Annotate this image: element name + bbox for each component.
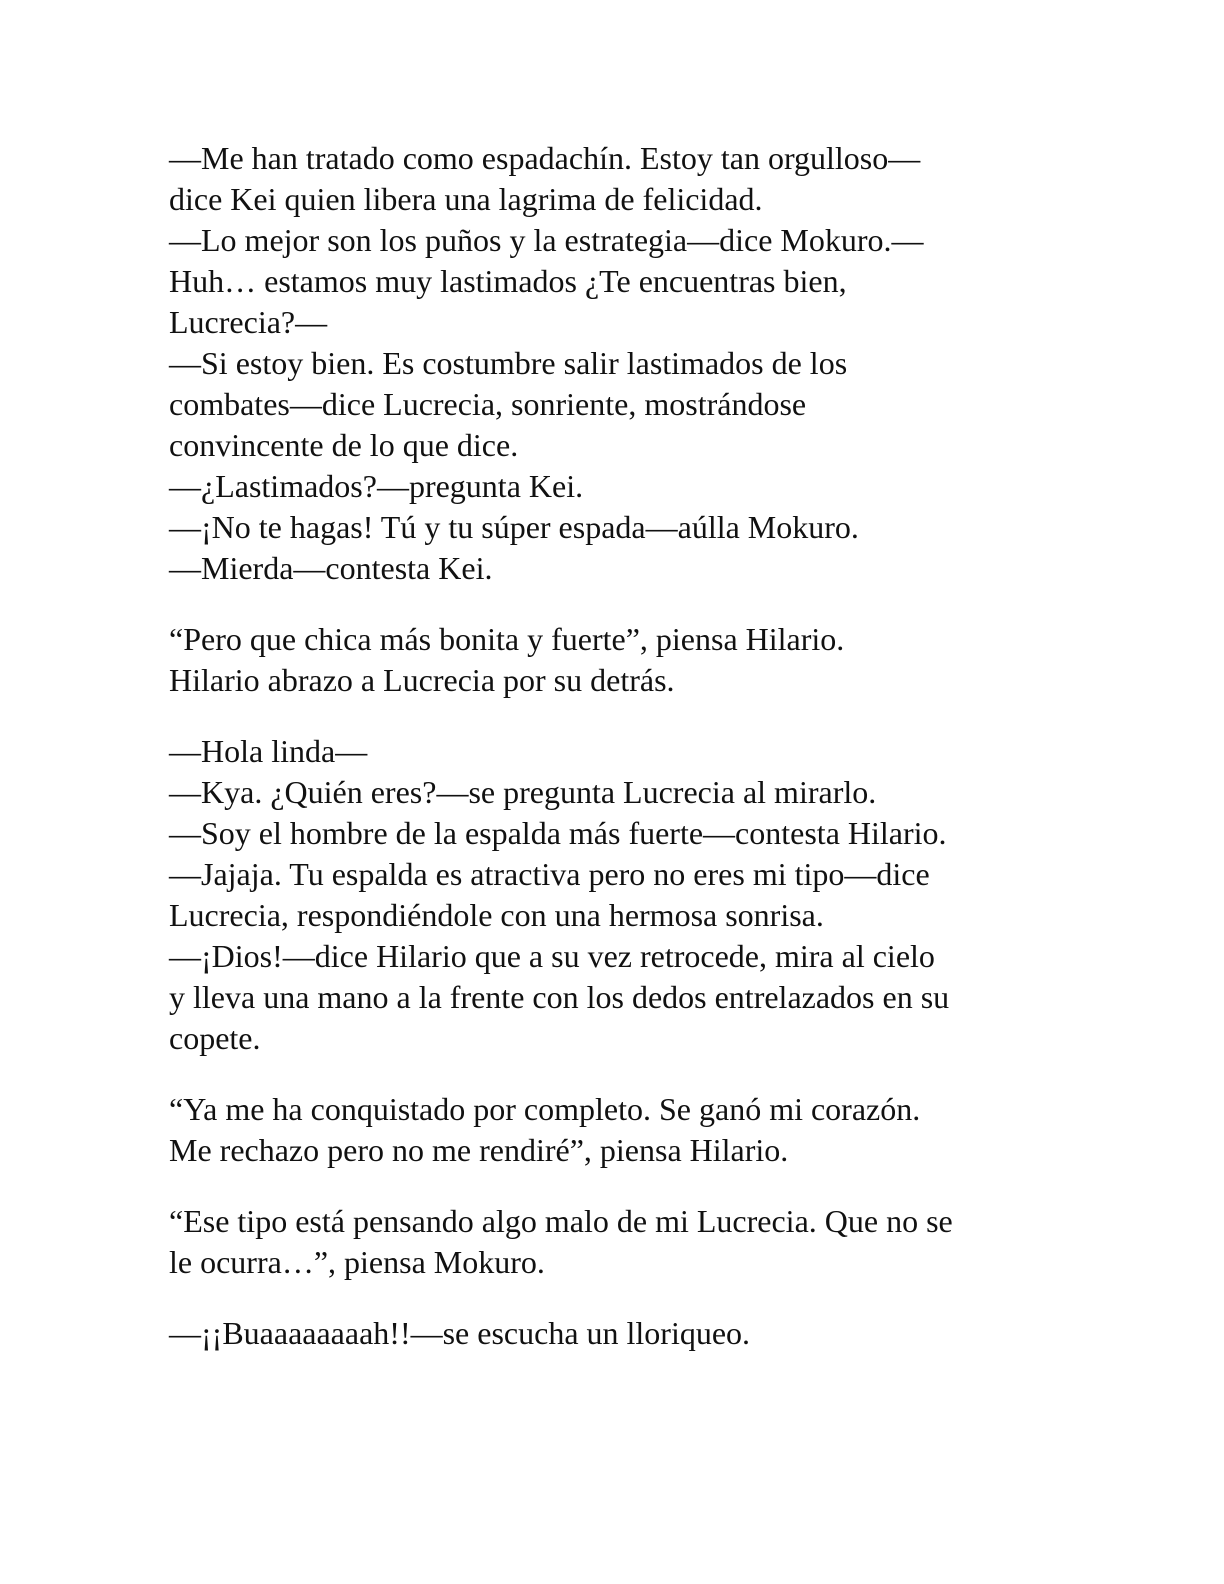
text-line: —¡Dios!—dice Hilario que a su vez retrocede, mira al cielo bbox=[169, 938, 935, 974]
text-line: Me rechazo pero no me rendiré”, piensa Hilario. bbox=[169, 1132, 789, 1168]
text-line: —¡No te hagas! Tú y tu súper espada—aúlla Mokuro. bbox=[169, 509, 859, 545]
text-line: —¡¡Buaaaaaaaah!!—se escucha un lloriqueo. bbox=[169, 1315, 751, 1351]
text-line: —Hola linda— bbox=[169, 733, 368, 769]
text-line: —Jajaja. Tu espalda es atractiva pero no eres mi tipo—dice bbox=[169, 856, 930, 892]
text-line: le ocurra…”, piensa Mokuro. bbox=[169, 1244, 545, 1280]
text-line: “Ya me ha conquistado por completo. Se ganó mi corazón. bbox=[169, 1091, 921, 1127]
text-line: —¿Lastimados?—pregunta Kei. bbox=[169, 468, 584, 504]
text-line: —Lo mejor son los puños y la estrategia—dice Mokuro.— bbox=[169, 222, 924, 258]
paragraph-spacer bbox=[169, 1171, 1069, 1201]
paragraph-dialogue-3 bbox=[169, 1313, 1069, 1354]
text-line: —Me han tratado como espadachín. Estoy tan orgulloso— bbox=[169, 140, 921, 176]
text-line: —Si estoy bien. Es costumbre salir lastimados de los bbox=[169, 345, 848, 381]
paragraph-dialogue-1 bbox=[169, 138, 1069, 589]
paragraph-thought-1 bbox=[169, 619, 1069, 701]
text-line: “Pero que chica más bonita y fuerte”, piensa Hilario. bbox=[169, 621, 845, 657]
text-line: —Mierda—contesta Kei. bbox=[169, 550, 493, 586]
paragraph-spacer bbox=[169, 1059, 1069, 1089]
text-line: convincente de lo que dice. bbox=[169, 427, 519, 463]
text-line: Lucrecia?— bbox=[169, 304, 328, 340]
text-line: —Kya. ¿Quién eres?—se pregunta Lucrecia al mirarlo. bbox=[169, 774, 877, 810]
paragraph-thought-3 bbox=[169, 1201, 1069, 1283]
text-line: “Ese tipo está pensando algo malo de mi Lucrecia. Que no se bbox=[169, 1203, 953, 1239]
body-text bbox=[169, 138, 1069, 1354]
text-line: combates—dice Lucrecia, sonriente, mostrándose bbox=[169, 386, 807, 422]
text-line: dice Kei quien libera una lagrima de felicidad. bbox=[169, 181, 763, 217]
text-line: Hilario abrazo a Lucrecia por su detrás. bbox=[169, 662, 675, 698]
paragraph-spacer bbox=[169, 589, 1069, 619]
paragraph-spacer bbox=[169, 1283, 1069, 1313]
paragraph-thought-2 bbox=[169, 1089, 1069, 1171]
text-line: Lucrecia, respondiéndole con una hermosa sonrisa. bbox=[169, 897, 824, 933]
text-line: —Soy el hombre de la espalda más fuerte—contesta Hilario. bbox=[169, 815, 947, 851]
paragraph-spacer bbox=[169, 701, 1069, 731]
text-line: y lleva una mano a la frente con los dedos entrelazados en su bbox=[169, 979, 950, 1015]
text-line: copete. bbox=[169, 1020, 261, 1056]
text-line: Huh… estamos muy lastimados ¿Te encuentras bien, bbox=[169, 263, 847, 299]
paragraph-dialogue-2 bbox=[169, 731, 1069, 1059]
